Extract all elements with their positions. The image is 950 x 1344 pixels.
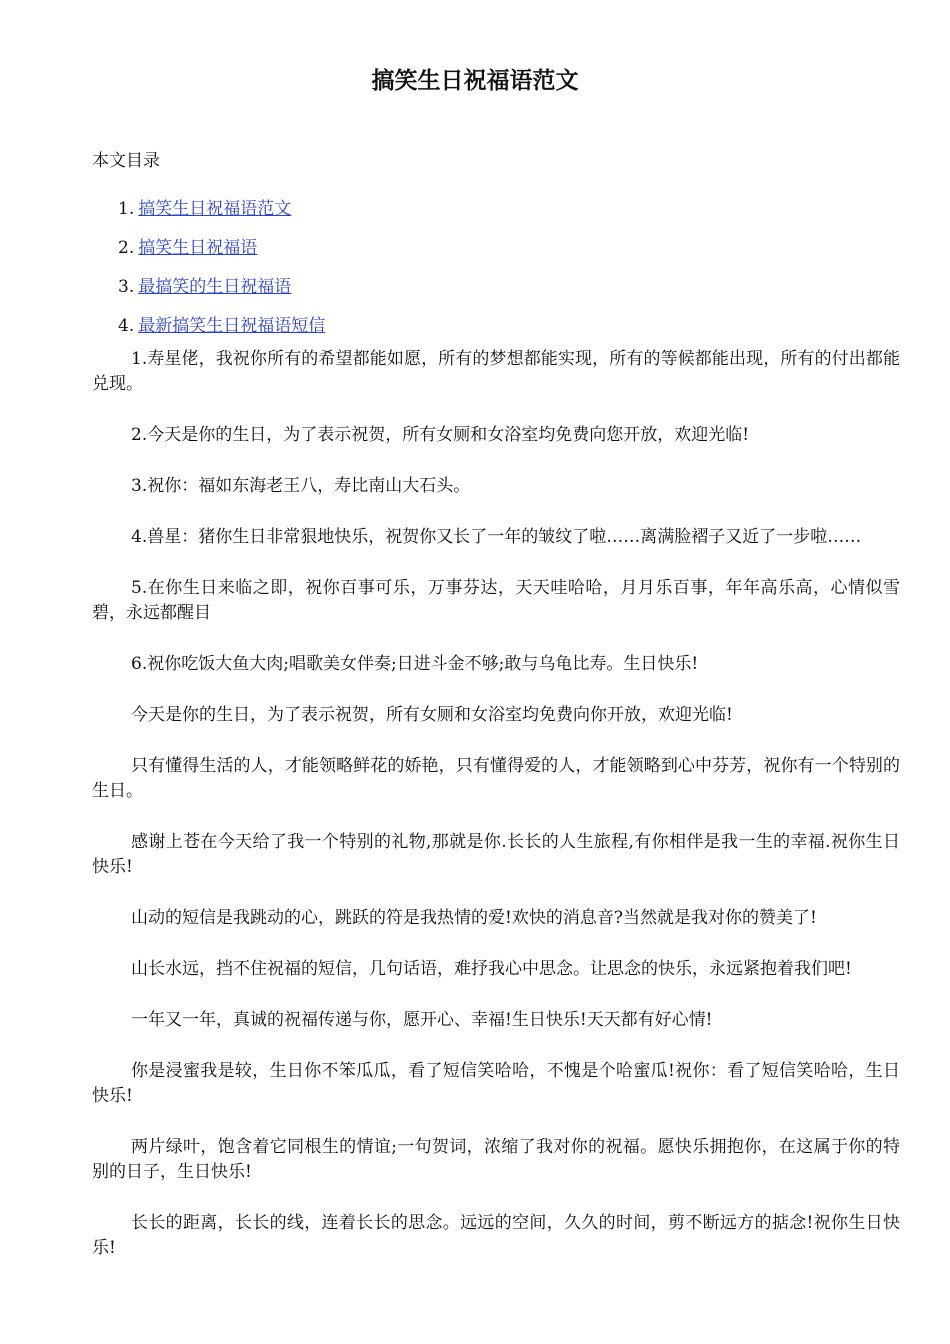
paragraph: 一年又一年，真诚的祝福传递与你，愿开心、幸福!生日快乐!天天都有好心情! <box>131 1010 713 1030</box>
toc-link-3[interactable]: 最搞笑的生日祝福语 <box>138 277 292 297</box>
toc-link-4[interactable]: 最新搞笑生日祝福语短信 <box>138 316 326 336</box>
toc-item <box>118 276 325 315</box>
paragraph: 山长水远，挡不住祝福的短信，几句话语，难抒我心中思念。让思念的快乐，永远紧抱着我们吧! <box>131 959 852 979</box>
toc-number: 2. <box>118 238 135 258</box>
toc-number: 1. <box>118 199 135 219</box>
toc-link-1[interactable]: 搞笑生日祝福语范文 <box>138 199 292 219</box>
paragraph: 你是浸蜜我是较，生日你不笨瓜瓜，看了短信笑哈哈，不愧是个哈蜜瓜!祝你：看了短信笑哈哈，生日快乐! <box>92 1061 900 1106</box>
paragraph: 感谢上苍在今天给了我一个特别的礼物,那就是你.长长的人生旅程,有你相伴是我一生的幸福.祝你生日快乐! <box>92 832 900 877</box>
paragraph: 山动的短信是我跳动的心，跳跃的符是我热情的爱!欢快的消息音?当然就是我对你的赞美了! <box>131 908 817 928</box>
paragraph: 1.寿星佬，我祝你所有的希望都能如愿，所有的梦想都能实现，所有的等候都能出现，所有的付出都能兑现。 <box>92 349 900 394</box>
toc-item <box>118 237 325 276</box>
toc-number: 3. <box>118 277 135 297</box>
paragraph: 只有懂得生活的人，才能领略鲜花的娇艳，只有懂得爱的人，才能领略到心中芬芳，祝你有一个特别的生日。 <box>92 756 900 801</box>
toc-item <box>118 198 325 237</box>
toc-link-2[interactable]: 搞笑生日祝福语 <box>138 238 258 258</box>
paragraph: 今天是你的生日，为了表示祝贺，所有女厕和女浴室均免费向你开放，欢迎光临! <box>131 705 733 725</box>
table-of-contents <box>118 198 325 354</box>
document-body <box>92 347 900 1287</box>
paragraph: 长长的距离，长长的线，连着长长的思念。远远的空间，久久的时间，剪不断远方的掂念!祝你生日快乐! <box>92 1213 900 1258</box>
paragraph: 3.祝你：福如东海老王八，寿比南山大石头。 <box>131 476 471 496</box>
toc-heading: 本文目录 <box>92 151 160 171</box>
paragraph: 4.兽星：猪你生日非常狠地快乐，祝贺你又长了一年的皱纹了啦……离满脸褶子又近了一步啦…… <box>131 527 862 547</box>
paragraph: 5.在你生日来临之即，祝你百事可乐，万事芬达，天天哇哈哈，月月乐百事，年年高乐高，心情似雪碧，永远都醒目 <box>92 578 900 623</box>
document-title: 搞笑生日祝福语范文 <box>371 68 579 94</box>
toc-number: 4. <box>118 316 135 336</box>
paragraph: 2.今天是你的生日，为了表示祝贺，所有女厕和女浴室均免费向您开放，欢迎光临! <box>131 425 750 445</box>
paragraph: 两片绿叶，饱含着它同根生的情谊;一句贺词，浓缩了我对你的祝福。愿快乐拥抱你，在这属于你的特别的日子，生日快乐! <box>92 1137 900 1182</box>
paragraph: 6.祝你吃饭大鱼大肉;唱歌美女伴奏;日进斗金不够;敢与乌龟比寿。生日快乐! <box>131 654 699 674</box>
